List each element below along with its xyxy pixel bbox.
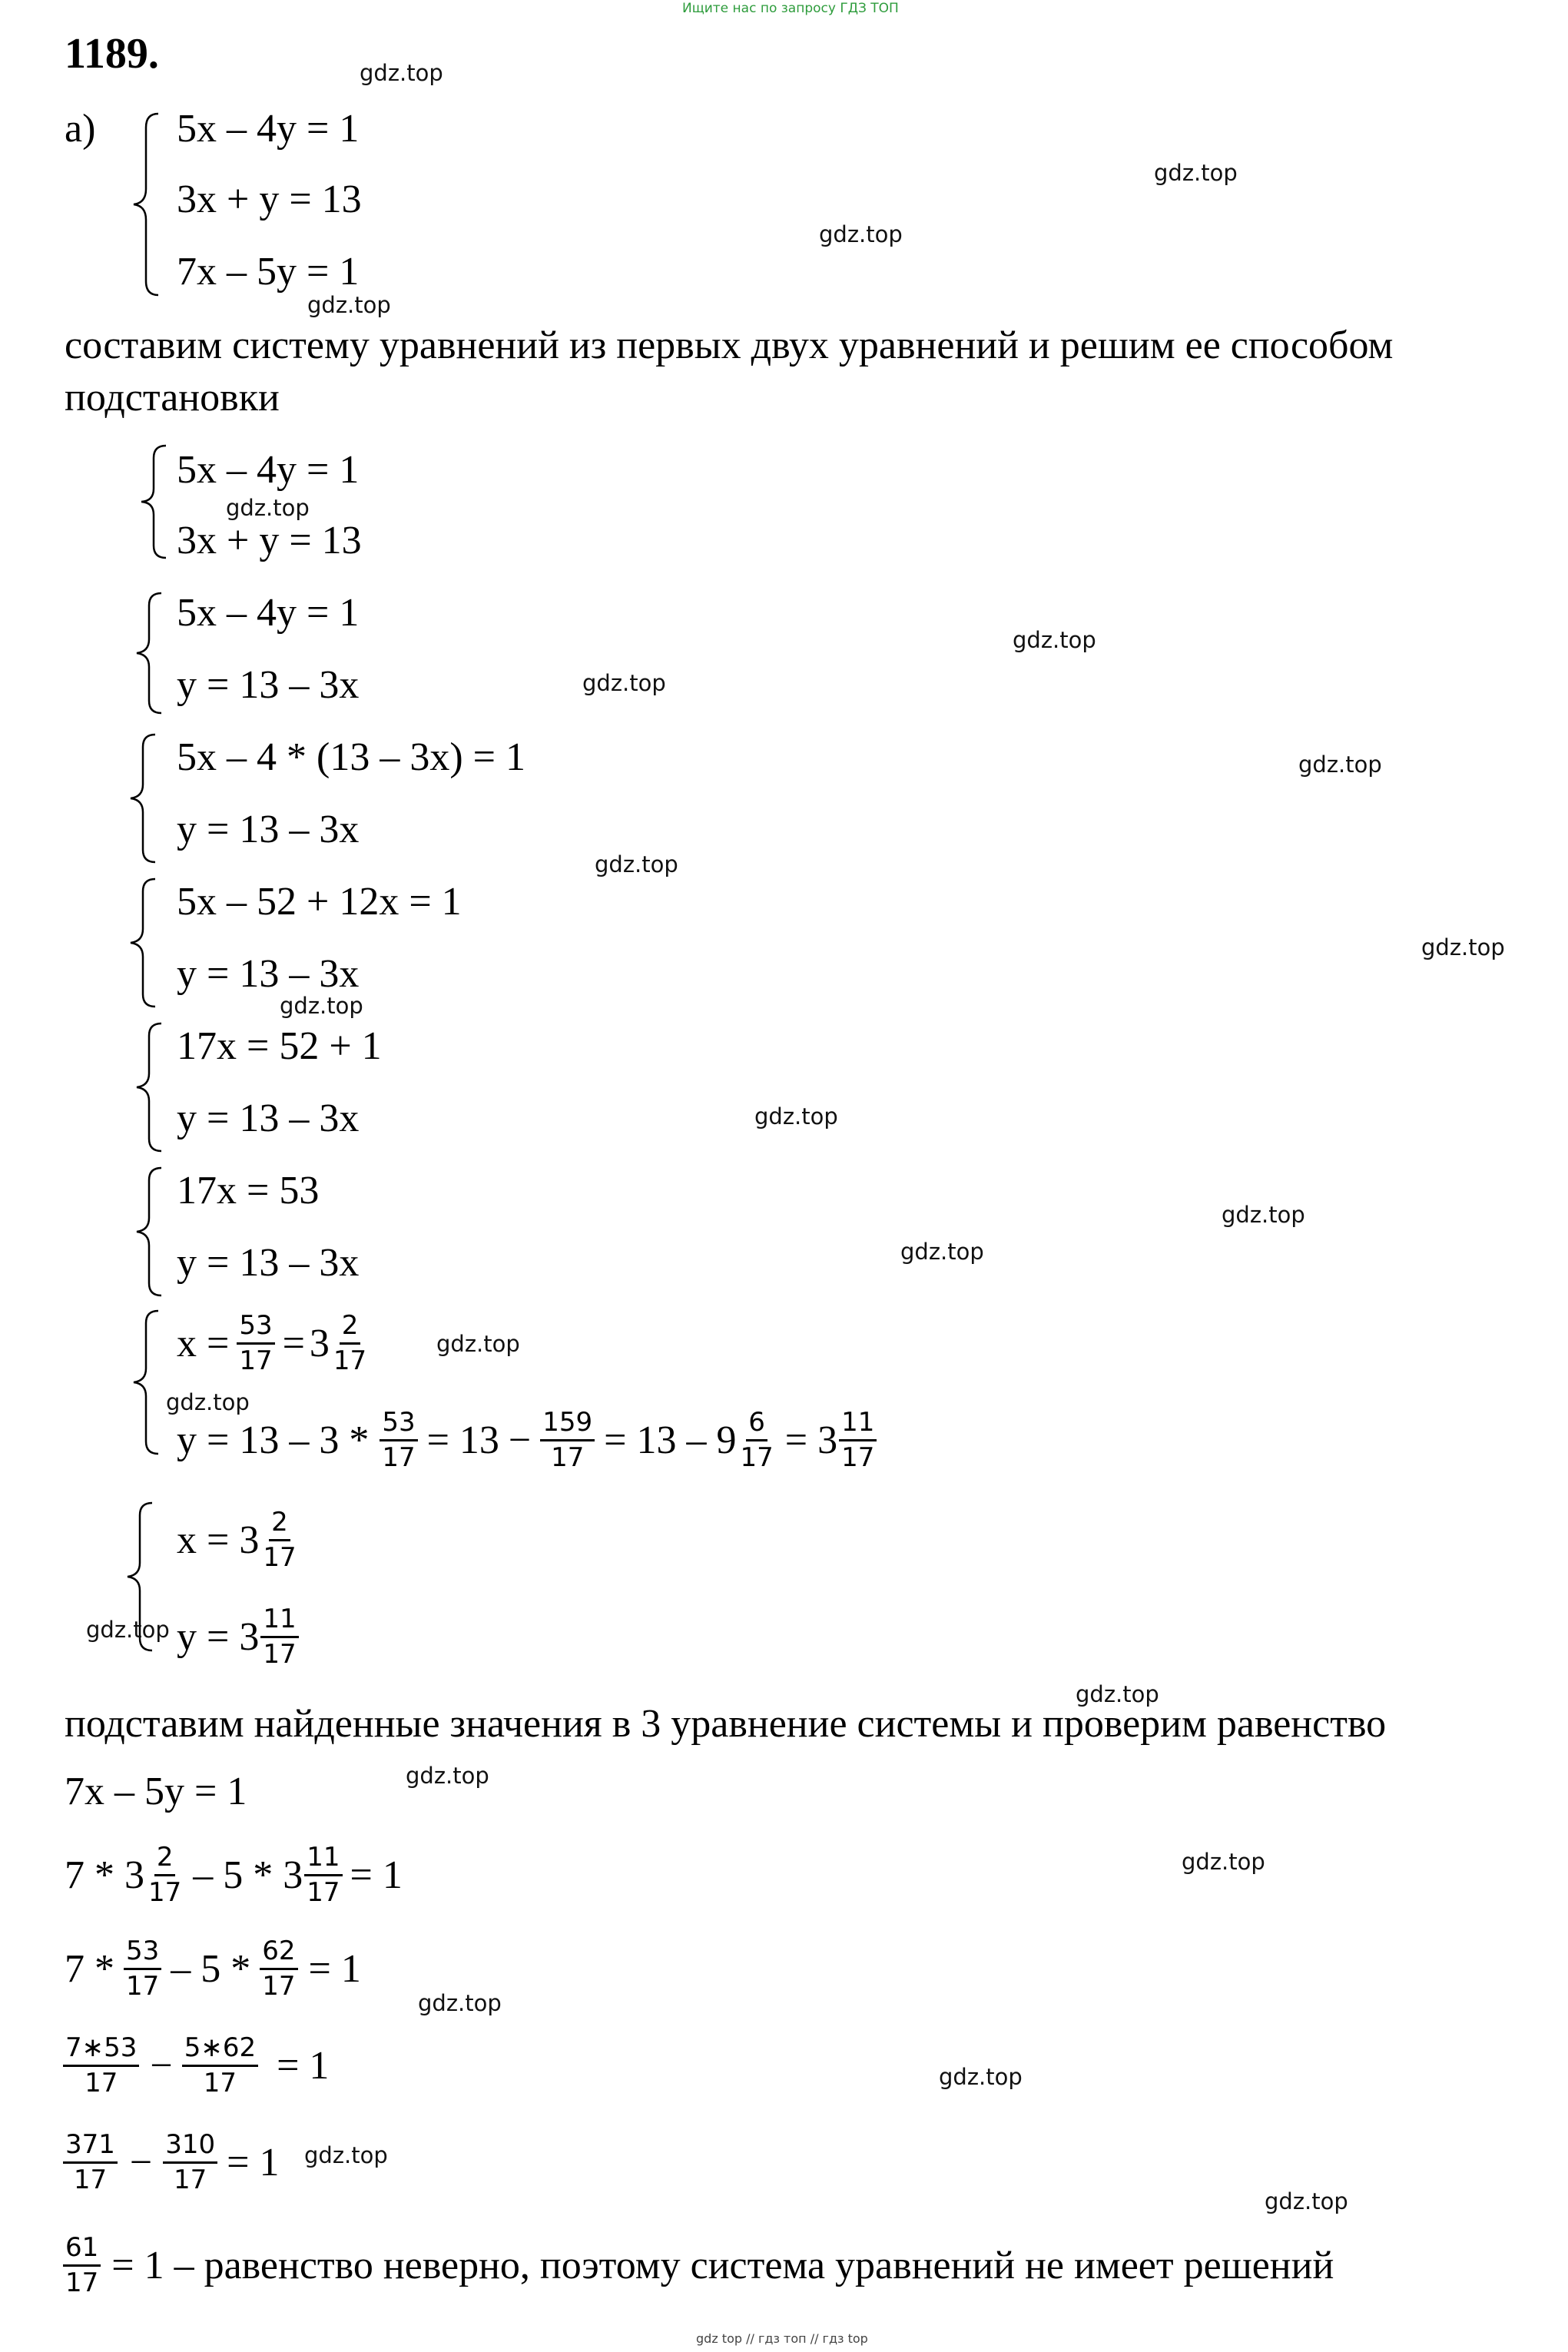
step7-y-eq3: = 3 [784,1418,838,1462]
frac-numerator: 11 [839,1408,877,1441]
check-line2-c: = 1 [350,1853,403,1897]
instruction2: подставим найденные значения в 3 уравнение системы и проверим равенство [65,1702,1387,1746]
brace-system0 [132,112,163,297]
watermark-label: gdz.top [1421,934,1505,960]
step7-y-line [177,1408,878,1473]
frac-denominator: 17 [382,1442,416,1474]
frac-denominator: 17 [263,1542,297,1574]
part-label: а) [65,107,96,151]
frac-numerator: 53 [380,1408,417,1441]
check-line2-frac1 [146,1843,184,1908]
watermark-label: gdz.top [1265,2188,1348,2214]
system0-eq3: 7x – 5y = 1 [177,250,360,294]
frac-denominator: 17 [85,2068,118,2099]
check-line6-c: = 1 – равенство неверно, поэтому система уравнений не имеет решений [111,2243,1334,2287]
frac-numerator: 62 [260,1936,297,1970]
step2-eq1: 5x – 4y = 1 [177,591,360,635]
check-line5-frac2 [163,2130,217,2195]
check-line6-frac1 [63,2233,101,2298]
brace-step7 [132,1309,163,1455]
watermark-label: gdz.top [406,1763,489,1789]
step6-eq2: y = 13 – 3x [177,1241,360,1285]
step8-x-frac [260,1508,298,1573]
frac-denominator: 17 [174,2165,207,2196]
brace-step2 [135,592,166,715]
watermark-label: gdz.top [418,1990,502,2016]
brace-step3 [129,733,160,864]
frac-denominator: 17 [239,1345,273,1377]
step1-eq2: 3x + y = 13 [177,519,362,562]
step7-y-frac [380,1408,417,1473]
step5-eq2: y = 13 – 3x [177,1096,360,1140]
frac-numerator: 310 [163,2130,217,2164]
system0-eq2: 3x + y = 13 [177,177,362,221]
check-line5-minus: − [129,2140,153,2184]
frac-denominator: 17 [307,1877,340,1909]
check-line3-a: 7 * [65,1946,114,1991]
step4-eq1: 5x – 52 + 12x = 1 [177,880,462,924]
check-line3-frac1 [124,1936,161,2002]
frac-denominator: 17 [551,1442,585,1474]
check-line2-frac2 [304,1843,342,1908]
check-line3-c: = 1 [308,1946,361,1991]
step8-y-prefix: y = 3 [177,1614,260,1659]
watermark-label: gdz.top [360,60,443,86]
problem-number: 1189. [65,30,159,78]
watermark-label: gdz.top [595,851,678,877]
step7-x-prefix: x = [177,1321,230,1365]
watermark-label: gdz.top [1298,751,1382,778]
frac-denominator: 17 [740,1442,774,1474]
frac-numerator: 53 [237,1311,274,1345]
watermark-label: gdz.top [900,1239,984,1265]
watermark-label: gdz.top [280,993,363,1019]
brace-step4 [129,877,160,1008]
frac-numerator: 61 [63,2233,101,2267]
check-line4 [61,2033,329,2098]
frac-numerator: 2 [154,1843,176,1876]
frac-denominator: 17 [126,1971,160,2002]
check-line3-b: – 5 * [171,1946,251,1991]
watermark-label: gdz.top [1154,160,1238,186]
watermark-label: gdz.top [1076,1681,1159,1707]
brace-step1 [140,444,171,559]
instruction1-line1: составим систему уравнений из первых двух уравнений и решим ее способом [65,323,1394,367]
check-line1: 7x – 5y = 1 [65,1770,247,1813]
watermark-label: gdz.top [166,1389,250,1415]
frac-numerator: 5∗62 [182,2033,258,2067]
step7-y-minus: − [508,1418,532,1462]
frac-numerator: 11 [304,1843,342,1876]
step7-x-whole: 3 [309,1321,330,1365]
system0-eq1: 5x – 4y = 1 [177,107,360,151]
step8-y-line [177,1604,300,1670]
step2-eq2: y = 13 – 3x [177,663,360,707]
check-line5 [61,2130,279,2195]
step8-x-prefix: x = 3 [177,1518,260,1562]
frac-numerator: 6 [746,1408,767,1441]
watermark-label: gdz.top [754,1103,838,1130]
step3-eq2: y = 13 – 3x [177,808,360,851]
watermark-label: gdz.top [86,1617,170,1643]
watermark-label: gdz.top [582,670,666,696]
instruction1-line2: подстановки [65,376,280,420]
footer-watermark: gdz top // гдз топ // гдз top [696,2331,868,2346]
check-line3-frac2 [260,1936,297,2002]
step3-eq1: 5x – 4 * (13 – 3x) = 1 [177,735,525,779]
step1-eq1: 5x – 4y = 1 [177,448,360,492]
check-line3 [65,1936,361,2002]
step7-x-eq: = [282,1321,305,1365]
step7-y-eq13-9: = 13 – 9 [604,1418,737,1462]
step7-y-eq13: = 13 [426,1418,499,1462]
step7-x-frac [237,1311,274,1376]
watermark-label: gdz.top [1222,1202,1305,1228]
step7-x-line [177,1311,370,1376]
check-line5-c: = 1 [227,2140,280,2184]
step4-eq2: y = 13 – 3x [177,952,360,996]
step7-y-frac3 [738,1408,775,1473]
step8-x-line [177,1508,300,1573]
check-line4-c: = 1 [277,2043,330,2088]
watermark-label: gdz.top [304,2142,388,2168]
brace-step5 [135,1022,166,1153]
step7-x-frac2 [331,1311,369,1376]
frac-numerator: 2 [269,1508,290,1541]
check-line4-frac1 [63,2033,139,2098]
frac-denominator: 17 [333,1345,367,1377]
frac-denominator: 17 [262,1971,296,2002]
frac-denominator: 17 [65,2267,99,2299]
watermark-label: gdz.top [819,221,903,247]
step6-eq1: 17x = 53 [177,1169,320,1212]
check-line4-minus: − [150,2043,173,2088]
watermark-label: gdz.top [1013,627,1096,653]
brace-step6 [135,1166,166,1297]
watermark-label: gdz.top [939,2064,1023,2090]
check-line2 [65,1843,403,1908]
frac-denominator: 17 [263,1639,297,1670]
header-watermark: Ищите нас по запросу ГДЗ ТОП [682,1,899,16]
frac-numerator: 11 [260,1604,298,1638]
step7-y-frac4 [839,1408,877,1473]
watermark-label: gdz.top [1182,1849,1265,1875]
frac-numerator: 2 [340,1311,361,1345]
step8-y-frac [260,1604,298,1670]
frac-denominator: 17 [73,2165,108,2196]
step5-eq1: 17x = 52 + 1 [177,1024,382,1068]
check-line5-frac1 [63,2130,118,2195]
check-line2-b: – 5 * 3 [193,1853,303,1897]
step7-y-prefix: y = 13 – 3 * [177,1418,370,1462]
frac-denominator: 17 [841,1442,875,1474]
watermark-label: gdz.top [436,1331,520,1357]
check-line2-a: 7 * 3 [65,1853,144,1897]
frac-denominator: 17 [203,2068,237,2099]
check-line4-frac2 [182,2033,258,2098]
step7-y-frac2 [540,1408,595,1473]
watermark-label: gdz.top [226,495,310,521]
check-line6 [61,2233,1334,2298]
watermark-label: gdz.top [307,292,391,318]
frac-numerator: 7∗53 [63,2033,139,2067]
frac-numerator: 159 [540,1408,595,1441]
frac-numerator: 53 [124,1936,161,1970]
frac-denominator: 17 [148,1877,182,1909]
frac-numerator: 371 [63,2130,118,2164]
